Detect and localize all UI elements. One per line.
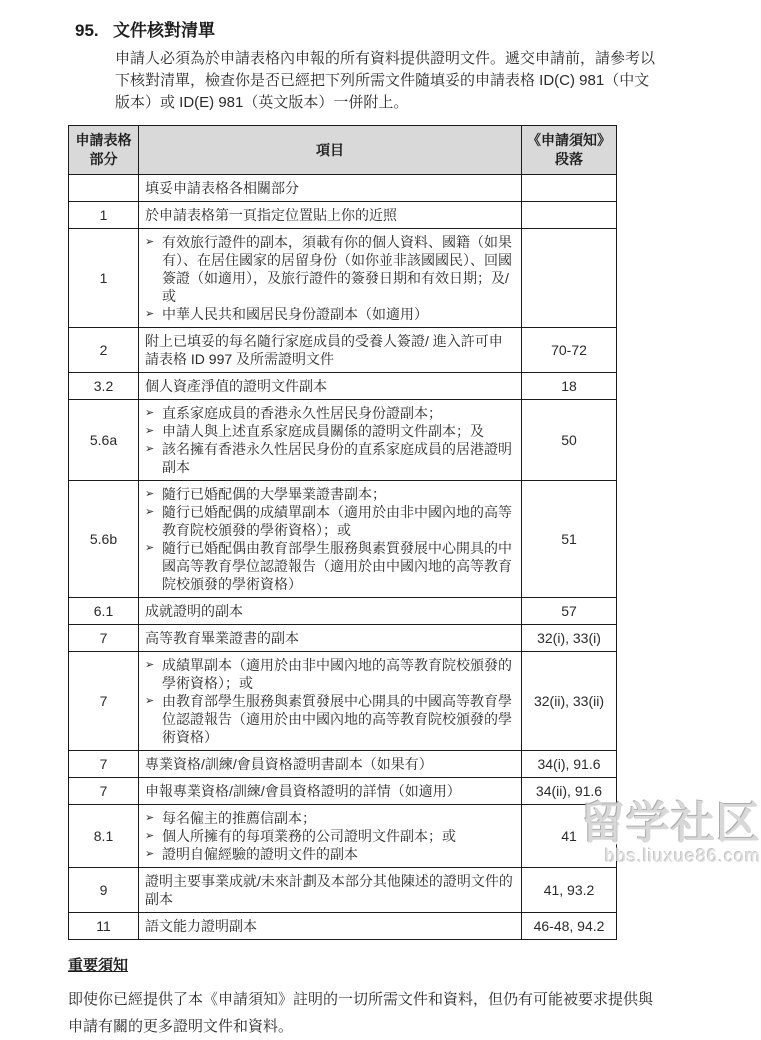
form-part-cell: 8.1 xyxy=(69,805,139,868)
table-row xyxy=(69,328,617,373)
table-row xyxy=(69,868,617,913)
checklist-table xyxy=(68,125,617,940)
form-part-cell: 3.2 xyxy=(69,373,139,400)
table-row xyxy=(69,625,617,652)
form-part-cell: 7 xyxy=(69,625,139,652)
table-row xyxy=(69,652,617,751)
important-notes-heading: 重要須知 xyxy=(68,957,129,974)
ref-cell: 32(ii), 33(ii) xyxy=(522,652,617,751)
item-text: 專業資格/訓練/會員資格證明書副本（如果有） xyxy=(145,756,433,772)
item-cell xyxy=(139,913,522,940)
item-text: 該名擁有香港永久性居民身份的直系家庭成員的居港證明副本 xyxy=(162,441,512,475)
arrow-bullet-icon: ➢ xyxy=(145,488,155,500)
item-cell xyxy=(139,175,522,202)
arrow-bullet-icon: ➢ xyxy=(145,407,155,419)
column-header-text: 《申請須知》 xyxy=(527,132,611,148)
arrow-bullet-icon: ➢ xyxy=(145,236,155,248)
item-text: 申請人與上述直系家庭成員關係的證明文件副本；及 xyxy=(162,423,484,439)
table-row xyxy=(69,175,617,202)
item-text: 隨行已婚配偶由教育部學生服務與素質發展中心開具的中國高等教育學位認證報告（適用於由中國內地的高等教育院校頒發的學術資格） xyxy=(162,540,512,592)
item-text: 附上已填妥的每名隨行家庭成員的受養人簽證/ 進入許可申請表格 ID 997 及所需證明文件 xyxy=(145,333,503,367)
intro-line: 下核對清單，檢查你是否已經把下列所需文件隨填妥的申請表格 ID(C) 981（中文 xyxy=(115,72,650,89)
item-cell xyxy=(139,328,522,373)
intro-line: 申請人必須為於申請表格內申報的所有資料提供證明文件。遞交申請前，請參考以 xyxy=(115,50,656,67)
table-row xyxy=(69,598,617,625)
table-row xyxy=(69,805,617,868)
ref-cell xyxy=(522,202,617,229)
item-text: 申報專業資格/訓練/會員資格證明的詳情（如適用） xyxy=(145,783,461,799)
item-cell xyxy=(139,778,522,805)
item-text: 填妥申請表格各相關部分 xyxy=(145,180,299,196)
form-part-cell: 7 xyxy=(69,652,139,751)
table-row xyxy=(69,400,617,481)
form-part-cell: 2 xyxy=(69,328,139,373)
arrow-bullet-icon: ➢ xyxy=(145,848,155,860)
footer-line: 即使你已經提供了本《申請須知》註明的一切所需文件和資料，但仍有可能被要求提供與 xyxy=(68,991,654,1008)
item-text: 成績單副本（適用於由非中國內地的高等教育院校頒發的學術資格）；或 xyxy=(162,657,512,691)
item-cell xyxy=(139,625,522,652)
ref-cell: 41 xyxy=(522,805,617,868)
arrow-bullet-icon: ➢ xyxy=(145,812,155,824)
item-text: 證明主要事業成就/未來計劃及本部分其他陳述的證明文件的副本 xyxy=(145,873,513,907)
page-title: 文件核對清單 xyxy=(113,21,215,40)
item-cell xyxy=(139,373,522,400)
item-cell xyxy=(139,481,522,598)
column-header-text: 申請表格 xyxy=(75,132,132,148)
item-text: 個人所擁有的每項業務的公司證明文件副本；或 xyxy=(162,828,456,844)
form-part-cell: 11 xyxy=(69,913,139,940)
ref-cell: 50 xyxy=(522,400,617,481)
form-part-cell: 5.6a xyxy=(69,400,139,481)
section-number: 95. xyxy=(75,21,99,40)
ref-cell: 57 xyxy=(522,598,617,625)
ref-cell: 51 xyxy=(522,481,617,598)
form-part-cell: 7 xyxy=(69,751,139,778)
arrow-bullet-icon: ➢ xyxy=(145,659,155,671)
item-text: 成就證明的副本 xyxy=(145,603,243,619)
item-cell xyxy=(139,598,522,625)
watermark-logo-text: 留学社区 xyxy=(581,799,761,848)
form-part-cell: 7 xyxy=(69,778,139,805)
item-text: 語文能力證明副本 xyxy=(145,918,257,934)
item-text: 於申請表格第一頁指定位置貼上你的近照 xyxy=(145,207,397,223)
ref-cell: 34(ii), 91.6 xyxy=(522,778,617,805)
arrow-bullet-icon: ➢ xyxy=(145,830,155,842)
ref-cell: 32(i), 33(i) xyxy=(522,625,617,652)
column-header-text: 段落 xyxy=(555,151,583,167)
ref-cell: 70-72 xyxy=(522,328,617,373)
form-part-cell: 1 xyxy=(69,202,139,229)
form-part-cell: 6.1 xyxy=(69,598,139,625)
arrow-bullet-icon: ➢ xyxy=(145,695,155,707)
item-cell xyxy=(139,751,522,778)
arrow-bullet-icon: ➢ xyxy=(145,308,155,320)
ref-cell: 41, 93.2 xyxy=(522,868,617,913)
arrow-bullet-icon: ➢ xyxy=(145,425,155,437)
ref-cell: 18 xyxy=(522,373,617,400)
item-text: 每名僱主的推薦信副本； xyxy=(162,810,316,826)
item-cell xyxy=(139,868,522,913)
table-header-row xyxy=(69,126,617,175)
item-text: 高等教育畢業證書的副本 xyxy=(145,630,299,646)
item-text: 隨行已婚配偶的大學畢業證書副本； xyxy=(162,486,386,502)
arrow-bullet-icon: ➢ xyxy=(145,542,155,554)
form-part-cell: 9 xyxy=(69,868,139,913)
item-text: 中華人民共和國居民身份證副本（如適用） xyxy=(162,306,428,322)
column-header-form-part xyxy=(69,126,139,175)
table-row xyxy=(69,913,617,940)
section-heading xyxy=(0,0,761,41)
ref-cell xyxy=(522,229,617,328)
ref-cell: 34(i), 91.6 xyxy=(522,751,617,778)
watermark-url-text: bbs.liuxue86.com xyxy=(604,846,761,866)
arrow-bullet-icon: ➢ xyxy=(145,506,155,518)
table-row xyxy=(69,373,617,400)
intro-paragraph xyxy=(115,48,721,114)
important-notes-text xyxy=(68,986,721,1040)
intro-line: 版本）或 ID(E) 981（英文版本）一併附上。 xyxy=(115,94,409,111)
item-text: 個人資產淨值的證明文件副本 xyxy=(145,378,327,394)
table-row xyxy=(69,202,617,229)
form-part-cell: 1 xyxy=(69,229,139,328)
column-header-text: 部分 xyxy=(89,151,118,167)
item-text: 由教育部學生服務與素質發展中心開具的中國高等教育學位認證報告（適用於由中國內地的高等教育院校頒發的學術資格） xyxy=(162,693,512,745)
ref-cell xyxy=(522,175,617,202)
item-cell xyxy=(139,229,522,328)
item-text: 有效旅行證件的副本，須載有你的個人資料、國籍（如果有）、在居住國家的居留身份（如你並非該國國民）、回國簽證（如適用），及旅行證件的簽發日期和有效日期；及/或 xyxy=(162,234,512,304)
column-header-guidance-para xyxy=(522,126,617,175)
item-text: 證明自僱經驗的證明文件的副本 xyxy=(162,846,358,862)
table-row xyxy=(69,481,617,598)
form-part-cell: 5.6b xyxy=(69,481,139,598)
table-row xyxy=(69,778,617,805)
form-part-cell xyxy=(69,175,139,202)
table-row xyxy=(69,229,617,328)
footer-line: 申請有關的更多證明文件和資料。 xyxy=(68,1018,294,1035)
item-text: 直系家庭成員的香港永久性居民身份證副本； xyxy=(162,405,442,421)
item-cell xyxy=(139,202,522,229)
item-cell xyxy=(139,652,522,751)
item-text: 隨行已婚配偶的成績單副本（適用於由非中國內地的高等教育院校頒發的學術資格）；或 xyxy=(162,504,512,538)
table-row xyxy=(69,751,617,778)
arrow-bullet-icon: ➢ xyxy=(145,443,155,455)
item-cell xyxy=(139,400,522,481)
important-notes-section xyxy=(68,954,721,1040)
item-cell xyxy=(139,805,522,868)
column-header-item: 項目 xyxy=(139,126,522,175)
ref-cell: 46-48, 94.2 xyxy=(522,913,617,940)
